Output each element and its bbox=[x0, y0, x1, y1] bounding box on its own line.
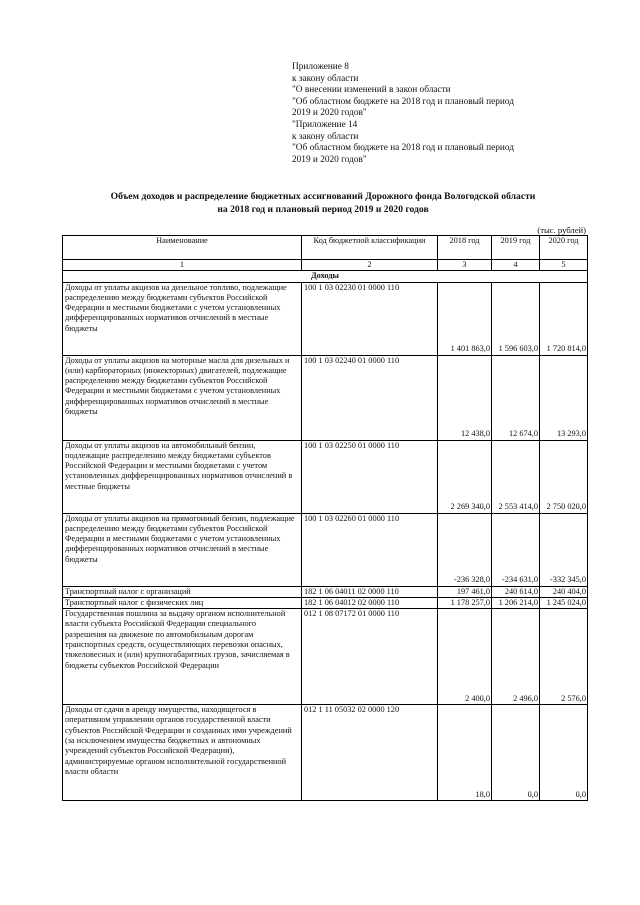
row-value-2019: 240 614,0 bbox=[492, 586, 540, 597]
column-index: 5 bbox=[540, 260, 588, 271]
table-row bbox=[63, 355, 588, 440]
row-value-2018: 18,0 bbox=[438, 705, 492, 801]
row-name: Доходы от уплаты акцизов на моторные масла для дизельных и (или) карбюраторных (инжекторных) двигателей, подлежащие распределению между бюджетами субъектов Российской Федерации и местными бюджетами с учетом установленных дифференцированных нормативов отчислений в местные бюджеты bbox=[63, 355, 302, 440]
table-row bbox=[63, 597, 588, 608]
table-row bbox=[63, 609, 588, 705]
appendix-header bbox=[292, 62, 592, 166]
table-header-row bbox=[63, 236, 588, 260]
row-value-2018: 12 438,0 bbox=[438, 355, 492, 440]
appendix-line: 2019 и 2020 годов" bbox=[292, 154, 367, 165]
row-value-2019: 1 596 603,0 bbox=[492, 282, 540, 355]
row-value-2020: 1 245 024,0 bbox=[540, 597, 588, 608]
appendix-line: "О внесении изменений в закон области bbox=[292, 85, 451, 96]
appendix-line: 2019 и 2020 годов" bbox=[292, 108, 367, 119]
column-index: 4 bbox=[492, 260, 540, 271]
row-value-2020: 240 404,0 bbox=[540, 586, 588, 597]
fund-table bbox=[62, 235, 588, 801]
title-line-1: Объем доходов и распределение бюджетных ассигнований Дорожного фонда Вологодской области bbox=[110, 191, 536, 202]
row-code: 182 1 06 04012 02 0000 110 bbox=[302, 597, 438, 608]
row-value-2019: 2 553 414,0 bbox=[492, 440, 540, 513]
header-2018: 2018 год bbox=[438, 236, 492, 260]
row-code: 100 1 03 02240 01 0000 110 bbox=[302, 355, 438, 440]
title-line-2: на 2018 год и плановый период 2019 и 2020 годов bbox=[217, 203, 429, 215]
appendix-line: к закону области bbox=[292, 73, 359, 84]
appendix-line: "Об областном бюджете на 2018 год и плановый период bbox=[292, 96, 514, 107]
row-name: Доходы от уплаты акцизов на автомобильный бензин, подлежащие распределению между бюджетами субъектов Российской Федерации и местными бюджетами с учетом установленных дифференцированных нормативов отчислений в местные бюджеты bbox=[63, 440, 302, 513]
document-title bbox=[60, 191, 586, 216]
row-value-2019: 12 674,0 bbox=[492, 355, 540, 440]
row-name: Транспортный налог с организаций bbox=[63, 586, 302, 597]
column-index: 1 bbox=[63, 260, 302, 271]
section-title: Доходы bbox=[63, 271, 588, 282]
column-index: 2 bbox=[302, 260, 438, 271]
column-index-row bbox=[63, 260, 588, 271]
row-value-2018: 2 400,0 bbox=[438, 609, 492, 705]
column-index: 3 bbox=[438, 260, 492, 271]
table-row bbox=[63, 586, 588, 597]
row-name: Государственная пошлина за выдачу органом исполнительной власти субъекта Российской Федерации специального разрешения на движение по автомобильным дорогам транспортных средств, осуществляющих перевозки опасных, тяжеловесных и (или) крупногабаритных грузов, зачисляемая в бюджеты субъектов Российской Федерации bbox=[63, 609, 302, 705]
row-code: 182 1 06 04011 02 0000 110 bbox=[302, 586, 438, 597]
row-code: 100 1 03 02250 01 0000 110 bbox=[302, 440, 438, 513]
row-value-2018: 1 401 863,0 bbox=[438, 282, 492, 355]
row-value-2019: 0,0 bbox=[492, 705, 540, 801]
row-value-2020: 1 720 814,0 bbox=[540, 282, 588, 355]
row-value-2018: 1 178 257,0 bbox=[438, 597, 492, 608]
row-value-2019: 2 496,0 bbox=[492, 609, 540, 705]
row-code: 012 1 11 05032 02 0000 120 bbox=[302, 705, 438, 801]
row-value-2020: 0,0 bbox=[540, 705, 588, 801]
row-value-2019: -234 631,0 bbox=[492, 513, 540, 586]
table-row bbox=[63, 513, 588, 586]
table-row bbox=[63, 440, 588, 513]
row-value-2018: 2 269 340,0 bbox=[438, 440, 492, 513]
row-value-2020: 2 576,0 bbox=[540, 609, 588, 705]
row-code: 100 1 03 02260 01 0000 110 bbox=[302, 513, 438, 586]
appendix-line: Приложение 8 bbox=[292, 62, 349, 72]
row-name: Доходы от уплаты акцизов на прямогонный бензин, подлежащие распределению между бюджетами субъектов Российской Федерации и местными бюджетами с учетом установленных дифференцированных нормативов отчислений в местные бюджеты bbox=[63, 513, 302, 586]
table-row bbox=[63, 705, 588, 801]
row-value-2018: -236 328,0 bbox=[438, 513, 492, 586]
table-row bbox=[63, 282, 588, 355]
header-2019: 2019 год bbox=[492, 236, 540, 260]
header-2020: 2020 год bbox=[540, 236, 588, 260]
row-name: Доходы от уплаты акцизов на дизельное топливо, подлежащие распределению между бюджетами субъектов Российской Федерации и местными бюджетами с учетом установленных дифференцированных нормативов отчислений в местные бюджеты bbox=[63, 282, 302, 355]
units-note: (тыс. рублей) bbox=[537, 225, 586, 235]
appendix-line: "Приложение 14 bbox=[292, 119, 358, 130]
row-value-2019: 1 206 214,0 bbox=[492, 597, 540, 608]
row-code: 100 1 03 02230 01 0000 110 bbox=[302, 282, 438, 355]
appendix-line: к закону области bbox=[292, 131, 359, 142]
row-code: 012 1 08 07172 01 0000 110 bbox=[302, 609, 438, 705]
section-row bbox=[63, 271, 588, 282]
row-value-2020: -332 345,0 bbox=[540, 513, 588, 586]
row-value-2020: 2 750 020,0 bbox=[540, 440, 588, 513]
row-value-2020: 13 293,0 bbox=[540, 355, 588, 440]
row-value-2018: 197 461,0 bbox=[438, 586, 492, 597]
row-name: Доходы от сдачи в аренду имущества, находящегося в оперативном управлении органов государственной власти субъектов Российской Федерации и созданных ими учреждений (за исключением имущества бюджетных и автономных учреждений субъектов Российской Федерации), администрируемые органом исполнительной государственной власти области bbox=[63, 705, 302, 801]
header-code: Код бюджетной классификации bbox=[302, 236, 438, 260]
header-name: Наименование bbox=[63, 236, 302, 260]
appendix-line: "Об областном бюджете на 2018 год и плановый период bbox=[292, 143, 514, 154]
row-name: Транспортный налог с физических лиц bbox=[63, 597, 302, 608]
